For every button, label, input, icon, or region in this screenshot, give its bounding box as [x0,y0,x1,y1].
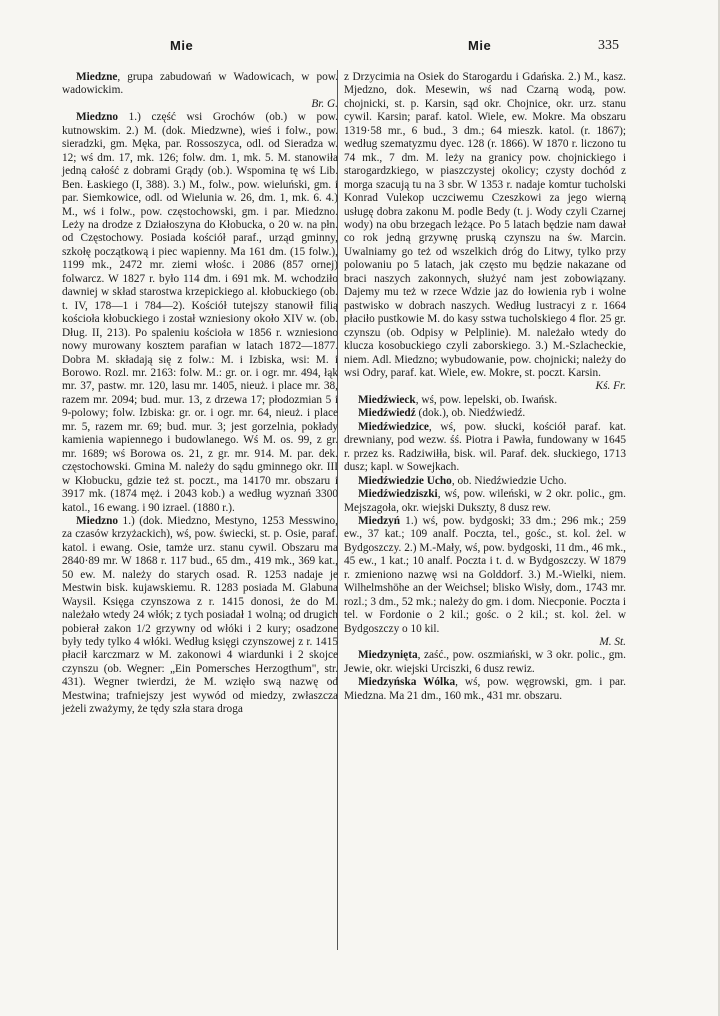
entry-text: (dok.), ob. Niedźwiedź. [415,407,526,420]
dictionary-entry [62,111,338,515]
entry-headword: Miedzno [76,514,119,527]
entry-signature: Kś. Fr. [595,380,626,393]
dictionary-entry [344,394,626,407]
dictionary-entry [344,421,626,475]
dictionary-entry [344,407,626,420]
entry-text: 1.) (dok. Miedzno, Mestyno, 1253 Messwino, za czasów krzyżackich), wś, pow. świecki, st. p. Osie, paraf. katol. i ewang. Osie, tamże urz. stanu cywil. Obszaru ma 2840·89 mr. W 1868 r. 117 bud., 65 dm., 419 mk., 369 kat., 50 ew. M. należy do starych osad. R. 1253 nadaje je Mestwin bisk. kujawskiemu. R. 1283 posiada M. Glabuna Waysil. Księga czynszowa z r. 1415 donosi, że do M. należało wtedy 24 włók; z tych posiadał 1 wolną; od drugich pobierał zakon 1/2 grzywny od włóki i 2 kury; osadzone były tedy tylko 4 włóki. Według księgi czynszowej z r. 1415 płacił karczmarz w M. zakonowi 4 wiardunki i 2 skojce czynszu (ob. Wegner: „Ein Pomersches Herzogthum", str. 431). Wegner twierdzi, że M. wzięło swą nazwę od Mestwina; trafniejszy jest wywód od miedzy, zwłaszcza jeżeli zważymy, że tędy szła stara droga [62,514,338,716]
entry-text: z Drzycimia na Osiek do Starogardu i Gdańska. 2.) M., kasz. Mjedzno, dok. Mesewin, wś nad Czarną wodą, pow. chojnicki, st. p. Karsin, sąd okr. Chojnice, okr. urz. stanu cywil. Karsin; paraf. katol. Wiele, ew. Mokre. Ma obszaru 1319·58 mr., 6 bud., 3 dm.; 64 mieszk. katol. (r. 1867); według szematyzmu dyec. 128 (r. 1866). W 1870 r. liczono tu 74 mk., 7 dm. M. leży na granicy pow. chojnickiego i starogardzkiego, w piaszczystej okolicy; czysty dochód z morga szacują tu na 3 sbr. W 1353 r. nadaje komtur tucholski Konrad Vulekop uczciwemu Czeszkowi za jego wierną usługę dobra zakonu M. podle Bedy (t. j. Wody czyli Czarnej wody) na obu brzegach leżące. Po 5 latach będzie nam dawał co rok jedną grzywnę pruską czynszu na św. Marcin. Uwalniamy go też od wszelkich dróg do Litwy, tylko przy polowaniu po 5 latach, jak często mu będzie nakazane od braci naszych zakonnych, służyć nam jest zobowiązany. Dajemy mu też w rzece Wdzie jaz do łowienia ryb i wolne pastwisko w dobrach naszych. Według lustracyi z r. 1664 płaciło pustkowie M. do kasy sstwa tucholskiego 4 flor. 25 gr. czynszu (ob. Odpisy w Pelplinie). M. należało wtedy do klucza kosobuckiego czyli zaborskiego. 3.) M.-Szlacheckie, niem. Adl. Miedzno; wybudowanie, pow. chojnicki; należy do wsi Odry, paraf. kat. Wiele, ew. Mokre, st. poczt. Karsin. [344,71,626,379]
entry-text: , zaść., pow. oszmiański, w 3 okr. polic., gm. Jewie, okr. wiejski Urciszki, 6 dusz rewiz. [344,649,626,675]
dictionary-entry [344,475,626,488]
entry-text: 1.) część wsi Grochów (ob.) w pow. kutnowskim. 2.) M. (dok. Miedzwne), wieś i folw., pow. sieradzki, gm. Męka, par. Rossoszyca, odl. od Sieradza w. 12; wś dm. 17, mk. 126; folw. dm. 1, mk. 5. M. stanowiła jedną całość z dobrami Grądy (ob.). Wspomina tę wś Lib. Ben. Łaskiego (I, 388). 3.) M., folw., pow. wieluński, gm. i par. Siemkowice, odl. od Wielunia w. 26, dm. 1, mk. 6. 4.) M., wś i folw., pow. częstochowski, gm. i par. Miedzno. Leży na drodze z Działoszyna do Kłobucka, o 20 w. na płn. od Częstochowy. Posiada kościół paraf., urząd gminny, szkołę początkową i piec wapienny. Ma 161 dm. (15 folw.), 1199 mk., 2472 mr. ziemi włośc. i 2086 (857 ornej) folwarcz. W 1827 r. było 114 dm. i 691 mk. M. wchodziło dawniej w skład starostwa krzepickiego al. kłobuckiego (ob. t. IV, 178—1 i 784—2). Kościół tutejszy stanowił filią kościoła kłobuckiego i został wzniesiony około XIV w. (ob. Dług. II, 213). Po spaleniu kościoła w 1856 r. wzniesiono nowy murowany kosztem parafian w latach 1872—1877. Dobra M. składają się z folw.: M. i Izbiska, wsi: M. i Borowo. Rozl. mr. 2163: folw. M.: gr. or. i ogr. mr. 494, łąk mr. 37, pastw. mr. 120, lasu mr. 1405, nieuż. i place mr. 38, razem mr. 2094; bud. mur. 13, z drzewa 17; płodozmian 5 i 9-polowy; folw. Izbiska: gr. or. i ogr. mr. 64, nieuż. i place mr. 5, razem mr. 69; bud. mur. 3; jest gorzelnia, pokłady kamienia wapiennego i budowlanego. Wś M. os. 99, z gr. mr. 1689; wś Borowa os. 21, z gr. mr. 914. M. par. dek. częstochowski. Gmina M. należy do sądu gminnego okr. III w Kłobucku, gdzie też st. poczt., ma 14170 mr. obszaru i 3917 mk. (1874 męż. i 2043 kob.) a według wyznań 3300 katol., 16 ewang. i 90 izrael. (1880 r.). [62,111,338,514]
entry-text: 1.) wś, pow. bydgoski; 33 dm.; 296 mk.; 259 ew., 37 kat.; 109 analf. Poczta, tel., gośc., st. kol. żel. w Bydgoszczy. 2.) M.-Mały, wś, pow. bydgoski, 11 dm., 46 mk., 45 ew., 1 kat.; 10 analf. Poczta i t. d. w Bydgoszczy. W 1879 r. zmieniono nazwę wsi na Golddorf. 3.) M.-Wielki, niem. Wilhelmshöhe an der Weichsel; blisko Wisły, dom., 1743 mr. rozl.; 3 dm., 52 mk.; należy do gm. i dom. Niecponie. Poczta i tel. w Fordonie o 2 kil.; gośc. o 2 kil.; st. kol. żel. w Bydgoszczy o 10 kil. [344,514,626,635]
entry-headword: Miedźwiedzice [358,420,429,433]
entry-headword: Miedzne [76,71,118,83]
entry-text: , ob. Niedźwiedzie Ucho. [451,474,567,487]
entry-text: , wś, pow. węgrowski, gm. i par. Miedzna. Ma 21 dm., 160 mk., 431 mr. obszaru. [344,676,626,702]
dictionary-entry [62,515,338,717]
entry-text: , grupa zabudowań w Wadowicach, w pow. wadowickim. [62,71,338,97]
entry-headword: Miedźwiedź [358,407,416,420]
page-number: 335 [598,38,619,53]
entry-headword: Miedzynięta [358,649,418,662]
dictionary-entry [344,488,626,515]
right-column [344,71,626,703]
entry-text: , wś, pow. lepelski, ob. Iwańsk. [415,393,558,406]
dictionary-entry [344,515,626,650]
entry-signature: M. St. [599,636,626,649]
dictionary-entry [344,649,626,676]
running-head-right: Mie [468,38,492,53]
entry-text: , wś, pow. słucki, kościół paraf. kat. drewniany, pod wezw. śś. Piotra i Pawła, fundowany w 1645 r. przez ks. Radziwiłła, bisk. wil. Paraf. dek. słuckiego, 1713 dusz; kapl. w Sowejkach. [344,420,626,474]
running-head-left: Mie [170,38,194,53]
dictionary-entry [62,71,338,111]
entry-headword: Miedźwiedzie Ucho [358,474,452,487]
entry-headword: Miedzyńska Wólka [358,676,456,689]
entry-headword: Miedźwieck [358,393,416,406]
entry-text: , wś, pow. wileński, w 2 okr. polic., gm. Mejszagoła, okr. wiejski Dukszty, 8 dusz rew. [344,488,626,514]
entry-signature: Br. G. [311,97,338,110]
entry-headword: Miedźwiedziszki [358,488,438,501]
entry-headword: Miedzyń [358,514,401,527]
dictionary-entry [344,71,626,394]
dictionary-entry [344,676,626,703]
left-column [62,71,338,717]
entry-headword: Miedzno [76,111,119,124]
